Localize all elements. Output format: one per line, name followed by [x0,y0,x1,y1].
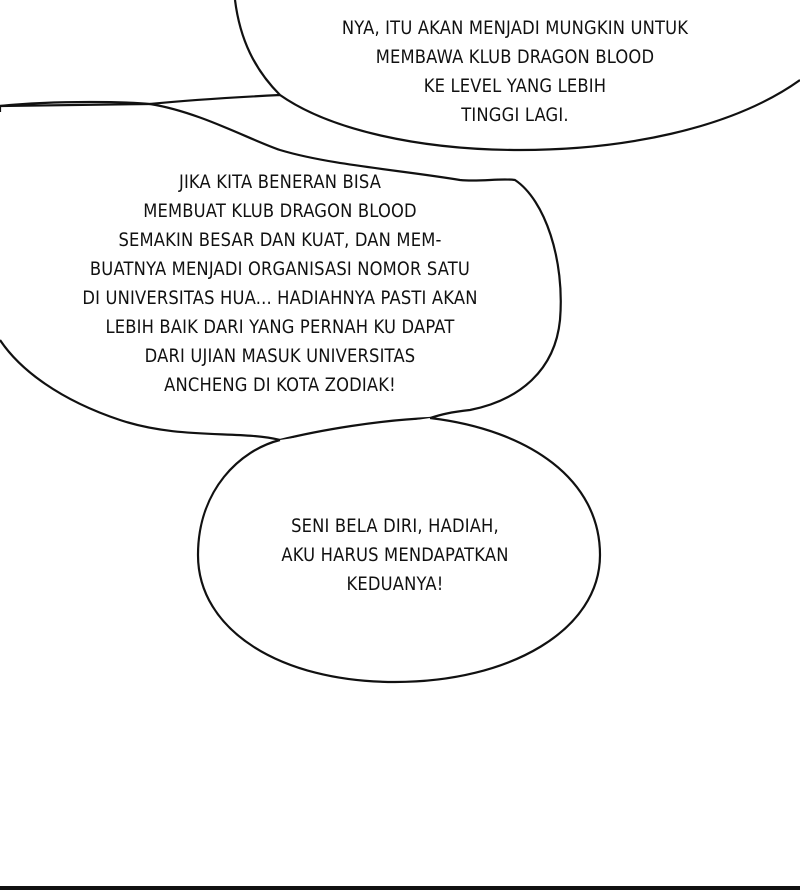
text-line: DI UNIVERSITAS HUA... HADIAHNYA PASTI AKAN [82,287,478,309]
text-line: KEDUANYA! [346,573,444,595]
text-line: BUATNYA MENJADI ORGANISASI NOMOR SATU [89,258,471,280]
text-line: AKU HARUS MENDAPATKAN [281,544,509,566]
text-line: LEBIH BAIK DARI YANG PERNAH KU DAPAT [105,316,455,338]
speech-text-middle [39,168,521,400]
text-line: JIKA KITA BENERAN BISA [178,171,382,193]
text-line: NYA, ITU AKAN MENJADI MUNGKIN UNTUK [341,17,689,39]
speech-text-bottom [223,512,567,599]
panel-border [0,886,800,890]
text-line: DARI UJIAN MASUK UNIVERSITAS [144,345,416,367]
text-line: TINGGI LAGI. [461,104,569,126]
speech-text-top [270,14,760,130]
text-line: SEMAKIN BESAR DAN KUAT, DAN MEM- [118,229,442,251]
text-line: MEMBUAT KLUB DRAGON BLOOD [143,200,417,222]
text-line: KE LEVEL YANG LEBIH [423,75,607,97]
text-line: ANCHENG DI KOTA ZODIAK! [164,374,396,396]
text-line: SENI BELA DIRI, HADIAH, [291,515,499,537]
text-line: MEMBAWA KLUB DRAGON BLOOD [375,46,655,68]
